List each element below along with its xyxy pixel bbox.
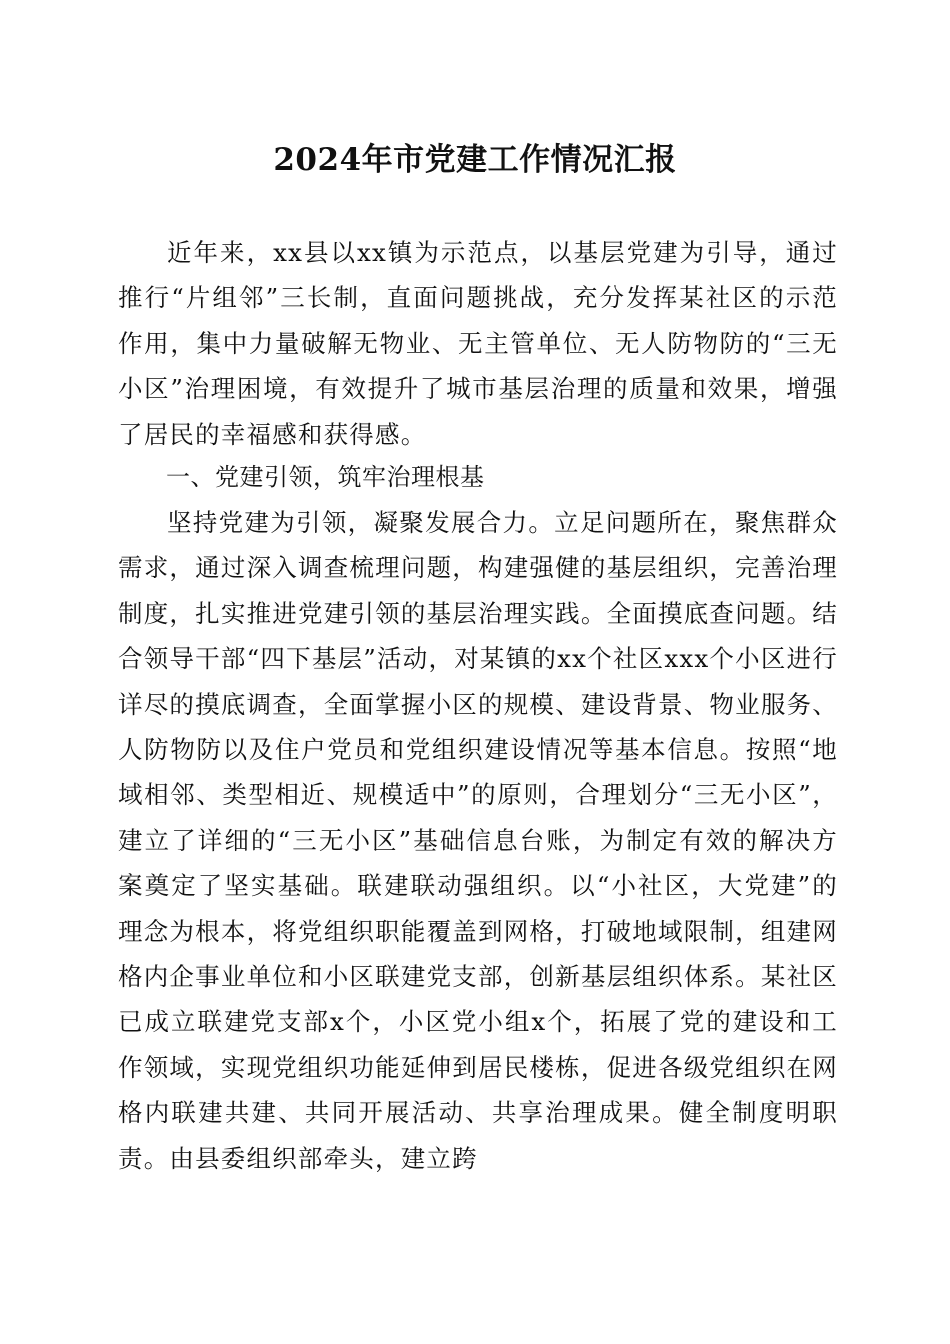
intro-paragraph: 近年来，xx县以xx镇为示范点，以基层党建为引导，通过推行“片组邻”三长制，直面问题挑战，充分发挥某社区的示范作用，集中力量破解无物业、无主管单位、无人防物防的“三无小区”治理困境，有效提升了城市基层治理的质量和效果，增强了居民的幸福感和获得感。 — [118, 238, 838, 449]
section-body-paragraph: 坚持党建为引领，凝聚发展合力。立足问题所在，聚焦群众需求，通过深入调查梳理问题，构建强健的基层组织，完善治理制度，扎实推进党建引领的基层治理实践。全面摸底查问题。结合领导干部“四下基层”活动，对某镇的xx个社区xxx个小区进行详尽的摸底调查，全面掌握小区的规模、建设背景、物业服务、人防物防以及住户党员和党组织建设情况等基本信息。按照“地域相邻、类型相近、规模适中”的原则，合理划分“三无小区”，建立了详细的“三无小区”基础信息台账，为制定有效的解决方案奠定了坚实基础。联建联动强组织。以“小社区，大党建”的理念为根本，将党组织职能覆盖到网格，打破地域限制，组建网格内企事业单位和小区联建党支部，创新基层组织体系。某社区已成立联建党支部x个，小区党小组x个，拓展了党的建设和工作领域，实现党组织功能延伸到居民楼栋，促进各级党组织在网格内联建共建、共同开展活动、共享治理成果。健全制度明职责。由县委组织部牵头，建立跨 — [118, 508, 838, 1173]
document-title: 2024年市党建工作情况汇报 — [273, 142, 677, 178]
section-heading: 一、党建引领，筑牢治理根基 — [166, 463, 485, 491]
